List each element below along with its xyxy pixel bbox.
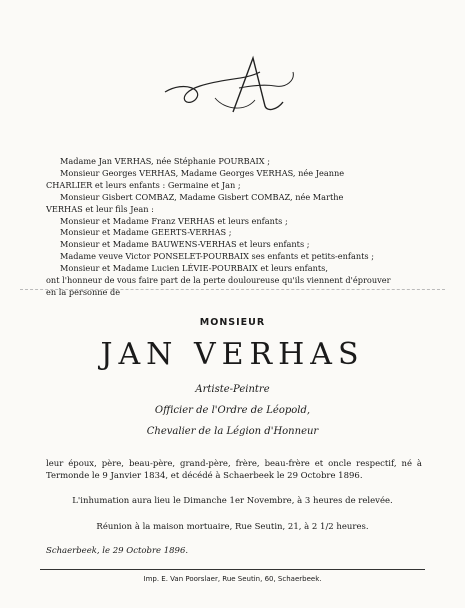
announcement-line: Madame veuve Victor PONSELET-POURBAIX ses enfants et petits-enfants ; xyxy=(60,251,374,262)
announcement-line: Monsieur et Madame BAUWENS-VERHAS et leurs enfants ; xyxy=(60,239,310,250)
announcement-line: ont l'honneur de vous faire part de la perte douloureuse qu'ils viennent d'éprouver xyxy=(46,275,391,286)
monogram-logo xyxy=(155,50,305,120)
announcement-line: Monsieur et Madame GEERTS-VERHAS ; xyxy=(60,227,232,238)
printer-credit: Imp. E. Van Poorslaer, Rue Seutin, 60, Schaerbeek. xyxy=(143,575,322,583)
announcement-line: CHARLIER et leurs enfants : Germaine et Jan ; xyxy=(46,179,241,190)
announcement-line: Monsieur Georges VERHAS, Madame Georges VERHAS, née Jeanne xyxy=(60,167,345,178)
announcement-line: Monsieur Gisbert COMBAZ, Madame Gisbert COMBAZ, née Marthe xyxy=(60,191,344,202)
announcement-line: Monsieur et Madame Franz VERHAS et leurs enfants ; xyxy=(60,215,288,226)
announcement-line: VERHAS et leur fils Jean : xyxy=(46,203,154,214)
announcement-text xyxy=(46,156,446,299)
announcement-line: Madame Jan VERHAS, née Stéphanie POURBAIX ; xyxy=(60,156,270,166)
announcement-line: Monsieur et Madame Lucien LÉVIE-POURBAIX et leurs enfants, xyxy=(60,263,328,274)
inhumation-notice: L'inhumation aura lieu le Dimanche 1er Novembre, à 3 heures de relevée. xyxy=(72,496,393,506)
reunion-notice: Réunion à la maison mortuaire, Rue Seutin, 21, à 2 1/2 heures. xyxy=(96,522,369,532)
title-line: Officier de l'Ordre de Léopold, xyxy=(154,405,311,416)
divider xyxy=(40,569,425,570)
deceased-name: JAN VERHAS xyxy=(100,337,365,372)
honorific: MONSIEUR xyxy=(199,317,266,328)
title-line: Artiste-Peintre xyxy=(195,384,270,395)
biography-text: leur époux, père, beau-père, grand-père, frère, beau-frère et oncle respectif, né à Termonde le 9 Janvier 1834, et décédé à Schaerbeek le 29 Octobre 1896. xyxy=(46,459,422,481)
announcement-line: en la personne de xyxy=(46,286,121,297)
place-date: Schaerbeek, le 29 Octobre 1896. xyxy=(46,546,189,556)
title-line: Chevalier de la Légion d'Honneur xyxy=(146,426,319,437)
